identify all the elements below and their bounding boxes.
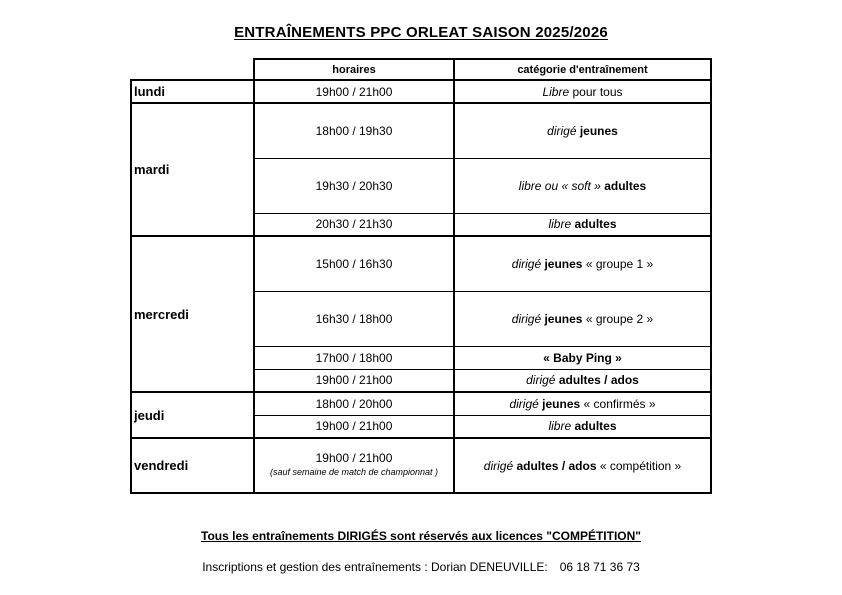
category-extra: « confirmés »	[583, 396, 656, 411]
category-extra: pour tous	[572, 84, 623, 99]
day-vendredi: vendredi	[131, 438, 254, 493]
category-style: dirigé	[526, 373, 556, 388]
category-cell	[454, 438, 711, 493]
category-audience: jeunes	[542, 396, 581, 411]
contact-text: Inscriptions et gestion des entraînements : Dorian DENEUVILLE:	[202, 560, 548, 574]
category-extra: « groupe 2 »	[585, 311, 654, 326]
category-style: dirigé	[509, 396, 539, 411]
table-header-row	[131, 59, 711, 80]
category-extra: « compétition »	[599, 458, 682, 473]
table-row	[131, 392, 711, 415]
time-cell: 15h00 / 16h30	[254, 236, 454, 291]
category-cell	[454, 392, 711, 415]
category-style: libre	[548, 217, 572, 232]
table-row	[131, 103, 711, 158]
category-style: dirigé	[483, 458, 514, 473]
category-style: libre ou « soft »	[518, 178, 601, 193]
header-category: catégorie d'entraînement	[454, 59, 711, 80]
category-audience: jeunes	[544, 256, 583, 271]
category-audience: adultes	[574, 419, 617, 434]
category-audience: « Baby Ping »	[543, 350, 622, 365]
day-lundi: lundi	[131, 80, 254, 103]
category-cell	[454, 213, 711, 236]
day-mercredi: mercredi	[131, 236, 254, 392]
time-note: (sauf semaine de match de championnat )	[269, 467, 439, 477]
time-cell: 19h00 / 21h00	[254, 80, 454, 103]
day-jeudi: jeudi	[131, 392, 254, 438]
table-row	[131, 80, 711, 103]
category-cell	[454, 369, 711, 392]
header-blank-cell	[131, 59, 254, 80]
time-cell: 18h00 / 20h00	[254, 392, 454, 415]
category-style: Libre	[542, 84, 570, 99]
time-cell: 19h00 / 21h00	[254, 369, 454, 392]
time-cell: 19h00 / 21h00	[254, 415, 454, 438]
contact-phone: 06 18 71 36 73	[559, 560, 640, 574]
table-row	[131, 236, 711, 291]
contact-line	[0, 560, 842, 574]
category-cell	[454, 158, 711, 213]
time-cell	[254, 438, 454, 493]
page-title: ENTRAÎNEMENTS PPC ORLEAT SAISON 2025/2026	[234, 24, 608, 41]
time-cell: 16h30 / 18h00	[254, 291, 454, 346]
category-audience: adultes / ados	[558, 373, 639, 388]
category-cell	[454, 291, 711, 346]
time-cell: 19h30 / 20h30	[254, 158, 454, 213]
category-cell	[454, 415, 711, 438]
header-time: horaires	[254, 59, 454, 80]
day-mardi: mardi	[131, 103, 254, 236]
training-schedule-table	[130, 58, 712, 494]
category-audience: jeunes	[579, 123, 618, 138]
category-style: libre	[548, 419, 572, 434]
category-cell	[454, 236, 711, 291]
competition-notice: Tous les entraînements DIRIGÉS sont réservés aux licences "COMPÉTITION"	[201, 529, 641, 543]
time-cell: 20h30 / 21h30	[254, 213, 454, 236]
category-cell	[454, 103, 711, 158]
category-audience: jeunes	[544, 311, 583, 326]
category-cell	[454, 346, 711, 369]
category-extra: « groupe 1 »	[585, 256, 654, 271]
category-style: dirigé	[547, 123, 577, 138]
category-audience: adultes	[574, 217, 617, 232]
category-audience: adultes / ados	[516, 458, 597, 473]
time-cell: 17h00 / 18h00	[254, 346, 454, 369]
time-cell: 18h00 / 19h30	[254, 103, 454, 158]
table-row	[131, 438, 711, 493]
category-cell	[454, 80, 711, 103]
category-audience: adultes	[604, 178, 647, 193]
category-style: dirigé	[511, 256, 542, 271]
category-style: dirigé	[511, 311, 542, 326]
time-value: 19h00 / 21h00	[315, 451, 393, 465]
